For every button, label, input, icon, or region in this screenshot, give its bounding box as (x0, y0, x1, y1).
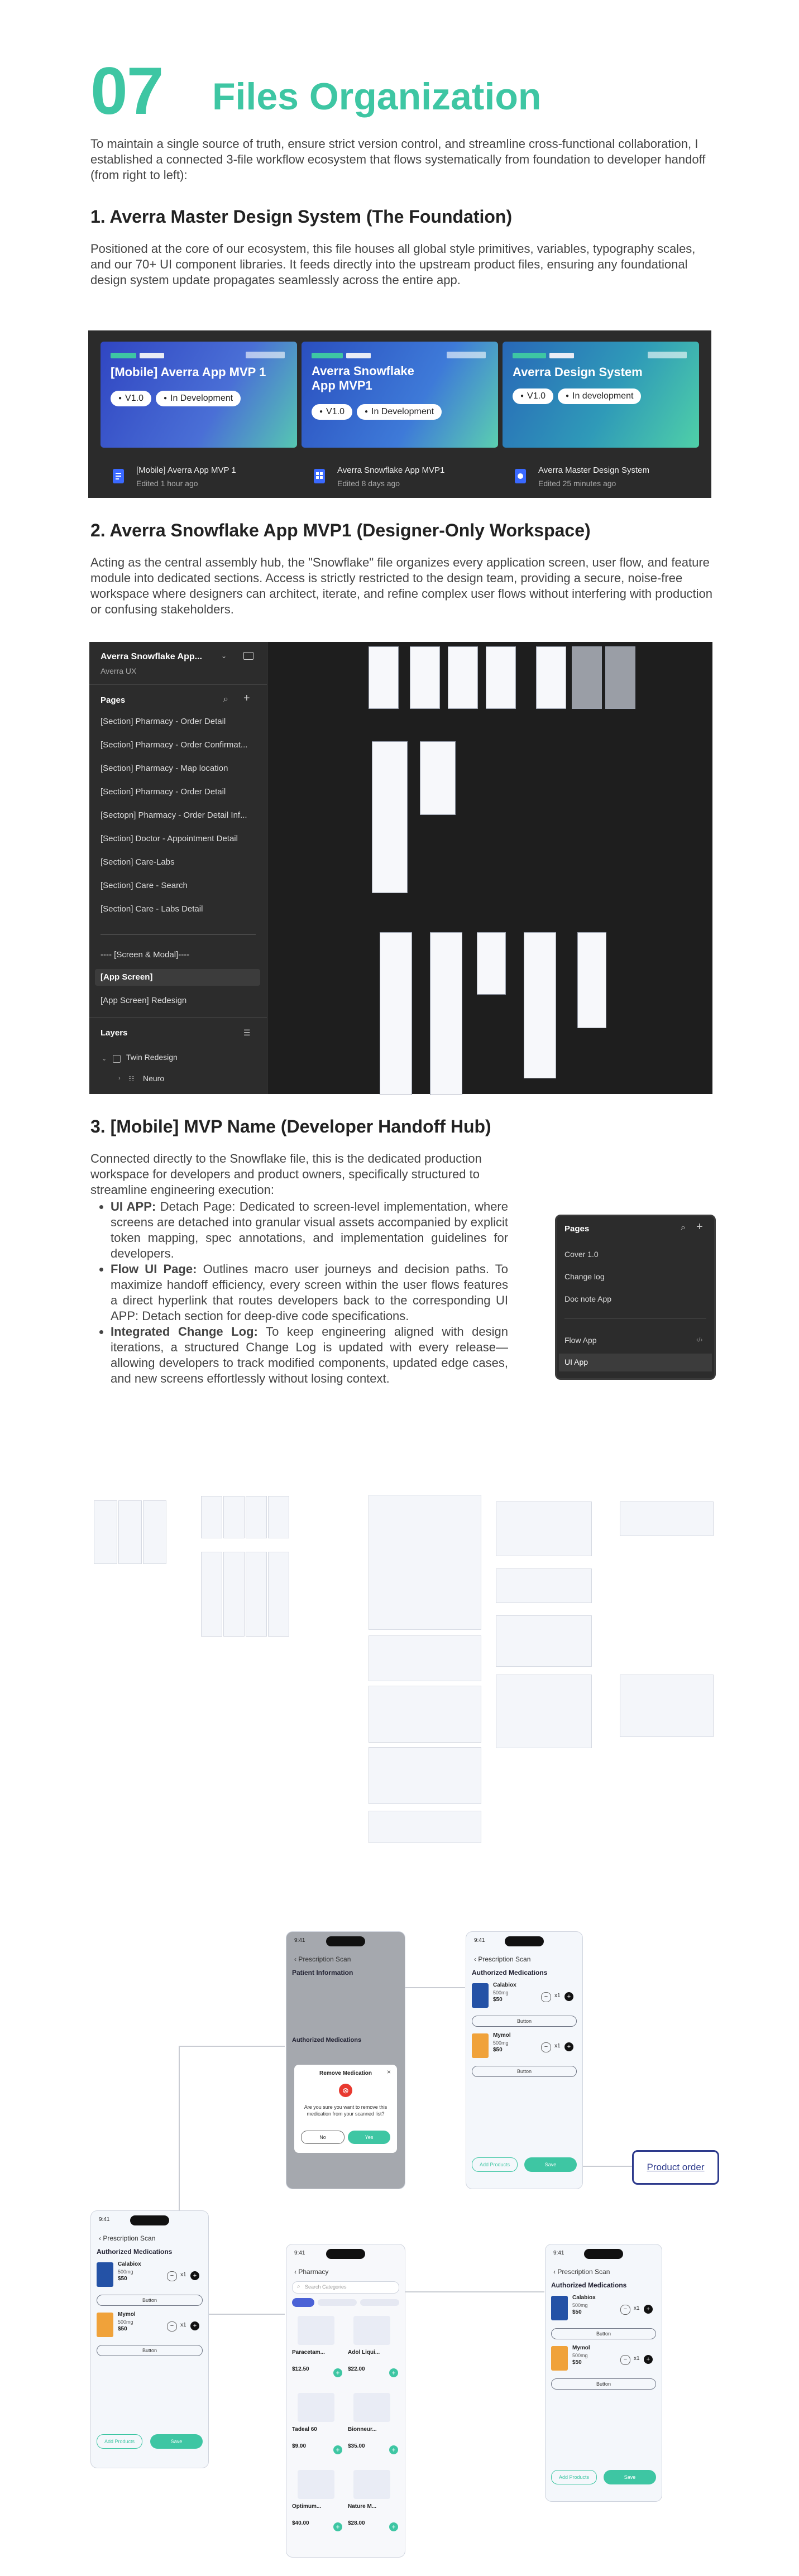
product-name: Optimum... (292, 2503, 322, 2510)
bullet-title: Flow UI Page: (111, 1262, 197, 1276)
spec-frame[interactable] (496, 1568, 592, 1603)
screen-thumbnail[interactable] (118, 1500, 142, 1564)
file-cover-title: [Mobile] Averra App MVP 1 (111, 365, 266, 379)
screen-title: ‹ Prescription Scan (553, 2268, 610, 2276)
medication-name: Calabiox (493, 1982, 516, 1988)
section-2-body: Acting as the central assembly hub, the "Snowflake" file organizes every application screen, user flow, and feature module into dedicated sections. Access is strictly restricted to the design team, providing a secure, noise-free workspace where designers can architect, iterate, and refine complex user flows without interfering with production or confusing stakeholders. (90, 555, 712, 616)
product-image (353, 2470, 390, 2499)
remove-medication-modal (294, 2065, 397, 2153)
add-to-cart-icon[interactable]: + (333, 2445, 342, 2454)
page-item-selected[interactable]: [App Screen] (101, 972, 153, 982)
medication-price: $50 (118, 2326, 127, 2332)
screen-thumbnail[interactable] (577, 932, 606, 1028)
figma-file-icon (313, 468, 326, 485)
bullet-title: UI APP: (111, 1200, 156, 1213)
medication-image (551, 2296, 568, 2320)
panel-toggle-icon[interactable] (243, 652, 253, 660)
phone-remove-medication-modal (286, 1931, 405, 2189)
product-name: Paracetam... (292, 2349, 325, 2356)
back-arrow-icon[interactable]: ‹ (99, 2234, 103, 2242)
quantity-stepper[interactable]: − x1 + (541, 2041, 575, 2052)
layer-item[interactable]: Neuro (143, 1074, 165, 1083)
detach-section[interactable] (369, 1747, 481, 1804)
product-price: $9.00 (292, 2443, 307, 2449)
product-card[interactable] (348, 2391, 399, 2461)
screen-title: ‹ Prescription Scan (474, 1955, 531, 1963)
screen-thumbnail[interactable] (369, 646, 399, 709)
quantity-stepper[interactable]: − x1 + (167, 2270, 200, 2281)
section-title: Authorized Medications (472, 1969, 548, 1977)
file-name: [Mobile] Averra App MVP 1 (136, 466, 236, 475)
detach-section[interactable] (369, 1811, 481, 1843)
add-to-cart-icon[interactable]: + (389, 2445, 398, 2454)
product-image (353, 2393, 390, 2422)
back-arrow-icon[interactable]: ‹ (294, 1955, 299, 1963)
file-cover (302, 342, 498, 448)
screen-thumbnail[interactable] (268, 1552, 289, 1637)
file-name-label[interactable]: Averra Snowflake App... (101, 652, 202, 661)
status-time: 9:41 (99, 2217, 110, 2223)
page-item[interactable]: [Section] Pharmacy - Map location (101, 764, 228, 773)
screen-thumbnail[interactable] (448, 646, 478, 709)
search-icon: ⌕ (297, 2284, 300, 2290)
modal-no-button[interactable]: No (301, 2131, 345, 2144)
section-title: Authorized Medications (292, 2037, 362, 2043)
medication-item (97, 2310, 203, 2343)
filter-chip-active[interactable] (292, 2298, 314, 2307)
page-item-separator[interactable]: ---- [Screen & Modal]---- (101, 950, 190, 960)
pages-panel (555, 1215, 716, 1380)
product-name: Tadeal 60 (292, 2426, 317, 2433)
layer-item[interactable]: Twin Redesign (126, 1053, 178, 1062)
version-badge: ● V1.0 (111, 391, 151, 406)
quantity-stepper[interactable]: − x1 + (541, 1991, 575, 2002)
product-name: Bionneur... (348, 2426, 377, 2433)
detach-section[interactable] (369, 1686, 481, 1743)
screen-thumbnail[interactable] (223, 1552, 245, 1637)
phone-authorized-medications (466, 1931, 583, 2189)
screen-thumbnail[interactable] (372, 741, 408, 893)
screen-thumbnail[interactable] (430, 932, 462, 1095)
figma-sidebar (89, 642, 267, 1094)
auto-layout-icon: ☷ (128, 1075, 135, 1083)
medication-price: $50 (493, 1997, 503, 2003)
product-image (298, 2393, 334, 2422)
section-number: 07 (90, 54, 163, 128)
status-badge: ● In development (558, 388, 641, 404)
back-arrow-icon[interactable]: ‹ (474, 1955, 479, 1963)
search-placeholder: Search Categories (305, 2284, 347, 2290)
chevron-down-icon[interactable]: ⌄ (221, 652, 227, 660)
add-to-cart-icon[interactable]: + (389, 2522, 398, 2531)
back-arrow-icon[interactable]: ‹ (294, 2268, 299, 2276)
status-time: 9:41 (294, 1937, 305, 1944)
product-price: $28.00 (348, 2520, 365, 2526)
screen-thumbnail[interactable] (605, 646, 635, 709)
screen-thumbnail[interactable] (94, 1500, 117, 1564)
medication-name: Mymol (572, 2345, 590, 2351)
status-badge: ● In Development (156, 391, 241, 406)
section-3-body: Connected directly to the Snowflake file, this is the dedicated production workspace for developers and product owners, specifically structured to streamline engineering execution: (90, 1152, 482, 1197)
medication-button[interactable]: Button (97, 2295, 203, 2306)
status-badge: ● In Development (357, 404, 442, 420)
spec-frame[interactable] (620, 1502, 714, 1536)
file-card-design-system[interactable] (503, 342, 699, 497)
file-cards-panel (88, 330, 711, 498)
page-item[interactable]: [Section] Pharmacy - Order Detail (101, 787, 226, 797)
section-1-body: Positioned at the core of our ecosystem, this file houses all global style primitives, variables, typography scales, and our 70+ UI component libraries. It feeds directly into the upstream product files, ensuring any foundational design system update propagates seamlessly across the entire app. (90, 242, 696, 287)
medication-image (97, 2313, 113, 2337)
medication-dose: 500mg (493, 2040, 509, 2046)
add-to-cart-icon[interactable]: + (333, 2522, 342, 2531)
frame-icon (113, 1055, 121, 1063)
intro-paragraph: To maintain a single source of truth, ensure strict version control, and streamline cross-functional collaboration, I established a connected 3-file workflow ecosystem that flows systematically from foundation to developer handoff (from right to left): (90, 137, 706, 182)
product-card[interactable] (292, 2468, 343, 2538)
page-item[interactable]: [Section] Care - Labs Detail (101, 904, 203, 914)
patient-section-title: Patient Information (292, 1969, 353, 1977)
file-cover-title: Averra Design System (513, 365, 643, 379)
medication-dose: 500mg (118, 2319, 133, 2325)
medication-name: Calabiox (118, 2261, 141, 2267)
flow-connector (582, 2166, 632, 2167)
layers-list-icon[interactable]: ☰ (243, 1028, 251, 1037)
layers-label: Layers (101, 1028, 128, 1038)
quantity-stepper[interactable]: − x1 + (167, 2320, 200, 2332)
add-to-cart-icon[interactable]: + (389, 2368, 398, 2377)
screen-title: ‹ Pharmacy (294, 2268, 329, 2276)
file-cover (101, 342, 297, 448)
bullet-text: Detach Page: Dedicated to screen-level implementation, where screens are detached into granular visual assets accompanied by explicit token mapping, spec annotations, and implementation guidelines for developers. (111, 1200, 508, 1260)
add-page-icon[interactable]: + (243, 692, 250, 704)
screen-thumbnail[interactable] (223, 1496, 245, 1538)
file-edited-time: Edited 25 minutes ago (538, 479, 616, 488)
page-item[interactable]: Flow App (564, 1336, 597, 1345)
page-item[interactable]: Doc note App (564, 1294, 612, 1303)
medication-name: Calabiox (572, 2295, 596, 2301)
add-products-button[interactable]: Add Products (97, 2434, 142, 2449)
page-item[interactable]: [Section] Care-Labs (101, 857, 175, 867)
save-button[interactable]: Save (524, 2157, 577, 2172)
medication-name: Mymol (493, 2032, 511, 2038)
figma-file-icon (112, 468, 125, 485)
product-card[interactable] (292, 2391, 343, 2461)
product-name: Nature M... (348, 2503, 377, 2510)
medication-price: $50 (572, 2309, 582, 2315)
file-edited-time: Edited 1 hour ago (136, 479, 198, 488)
medication-dose: 500mg (493, 1990, 509, 1995)
medication-dose: 500mg (572, 2302, 588, 2308)
handoff-bullets (90, 1199, 508, 1387)
bullet-text: To keep engineering aligned with design iterations, a structured Change Log is updated with every release—allowing developers to track modified components, updated edge cases, and new screens effortlessly without losing context. (111, 1325, 508, 1385)
product-order-link[interactable]: Product order (632, 2150, 719, 2185)
page-item[interactable]: [Section] Care - Search (101, 881, 188, 890)
medication-button[interactable]: Button (551, 2378, 656, 2390)
screen-thumbnail[interactable] (572, 646, 602, 709)
page-item[interactable]: [Sectopn] Pharmacy - Order Detail Inf... (101, 810, 247, 820)
product-price: $35.00 (348, 2443, 365, 2449)
flow-connector (208, 2314, 285, 2315)
pages-label: Pages (101, 695, 126, 705)
product-card[interactable] (348, 2314, 399, 2384)
flow-connector (179, 2046, 285, 2047)
modal-yes-button[interactable]: Yes (348, 2131, 390, 2144)
back-arrow-icon[interactable]: ‹ (553, 2268, 558, 2276)
spec-frame[interactable] (496, 1675, 592, 1748)
medication-item (97, 2260, 203, 2292)
add-products-button[interactable]: Add Products (551, 2470, 597, 2484)
pages-panel-title: Pages (564, 1224, 590, 1234)
team-name: Averra UX (101, 666, 137, 675)
screen-thumbnail[interactable] (201, 1496, 222, 1538)
medication-item (551, 2294, 656, 2326)
screen-thumbnail[interactable] (201, 1552, 222, 1637)
medication-price: $50 (493, 2047, 503, 2053)
medication-price: $50 (118, 2276, 127, 2282)
screen-thumbnail[interactable] (524, 932, 556, 1078)
page-item[interactable]: [App Screen] Redesign (101, 996, 187, 1005)
section-title: Authorized Medications (551, 2281, 627, 2289)
file-cover-title: Averra Snowflake App MVP1 (312, 364, 414, 392)
close-icon[interactable]: × (387, 2068, 391, 2076)
page-item[interactable]: [Section] Pharmacy - Order Confirmat... (101, 740, 248, 750)
chevron-right-icon[interactable]: › (118, 1075, 121, 1082)
medication-button[interactable]: Button (472, 2066, 577, 2077)
page-item[interactable]: [Section] Pharmacy - Order Detail (101, 717, 226, 726)
screen-thumbnail[interactable] (246, 1552, 267, 1637)
modal-title: Remove Medication (319, 2070, 372, 2076)
file-cover (503, 342, 699, 448)
medication-item (472, 1981, 577, 2013)
product-card[interactable] (292, 2314, 343, 2384)
spec-frame[interactable] (496, 1615, 592, 1667)
product-image (298, 2316, 334, 2345)
section-1-heading: 1. Averra Master Design System (The Foundation) (90, 207, 513, 227)
save-button[interactable]: Save (150, 2434, 203, 2449)
version-badge: ● V1.0 (312, 404, 352, 420)
page-item[interactable]: Cover 1.0 (564, 1250, 599, 1259)
screen-thumbnail[interactable] (486, 646, 516, 709)
search-icon[interactable]: ⌕ (223, 694, 228, 704)
phone-pharmacy (286, 2244, 405, 2558)
figma-file-icon (514, 468, 527, 485)
search-icon[interactable]: ⌕ (681, 1223, 686, 1232)
product-name: Adol Liqui... (348, 2349, 380, 2356)
screen-thumbnail[interactable] (268, 1496, 289, 1538)
product-price: $40.00 (292, 2520, 309, 2526)
medication-item (551, 2344, 656, 2376)
flow-connector (405, 1987, 465, 1988)
add-page-icon[interactable]: + (696, 1221, 703, 1233)
product-image (353, 2316, 390, 2345)
detach-section[interactable] (369, 1495, 481, 1630)
page-item-selected[interactable]: UI App (564, 1357, 589, 1366)
bullet-item (111, 1261, 508, 1324)
quantity-stepper[interactable]: − x1 + (620, 2304, 654, 2315)
chevron-down-icon[interactable]: ⌄ (102, 1056, 107, 1062)
product-image (298, 2470, 334, 2499)
page-title: Files Organization (212, 75, 542, 118)
product-card[interactable] (348, 2468, 399, 2538)
file-name: Averra Snowflake App MVP1 (337, 466, 445, 475)
medication-price: $50 (572, 2359, 582, 2366)
file-card-snowflake[interactable] (302, 342, 498, 497)
medication-item (472, 2031, 577, 2064)
screen-thumbnail[interactable] (410, 646, 440, 709)
bullet-item (111, 1199, 508, 1261)
add-to-cart-icon[interactable]: + (333, 2368, 342, 2377)
bullet-item (111, 1324, 508, 1387)
file-name: Averra Master Design System (538, 466, 649, 475)
filter-chip[interactable] (360, 2299, 399, 2306)
screen-title: ‹ Prescription Scan (99, 2234, 156, 2242)
warning-icon: ⊗ (339, 2084, 352, 2097)
section-2-heading: 2. Averra Snowflake App MVP1 (Designer-Only Workspace) (90, 520, 591, 540)
spec-frame[interactable] (620, 1675, 714, 1737)
status-time: 9:41 (474, 1937, 485, 1944)
medication-name: Mymol (118, 2311, 136, 2318)
modal-text: Are you sure you want to remove this medication from your scanned list? (304, 2104, 387, 2117)
medication-image (472, 1983, 489, 2008)
medication-button[interactable]: Button (472, 2016, 577, 2027)
bullet-text: Outlines macro user journeys and decision paths. To maximize handoff efficiency, every screen within the user flows features a direct hyperlink that routes developers back to the corresponding UI APP: Detach section for deep-dive code specifications. (111, 1262, 508, 1323)
detach-section[interactable] (369, 1635, 481, 1681)
medication-image (97, 2262, 113, 2287)
product-price: $22.00 (348, 2366, 365, 2372)
add-products-button[interactable]: Add Products (472, 2157, 518, 2172)
page-item[interactable]: Change log (564, 1272, 605, 1281)
screen-thumbnail[interactable] (536, 646, 566, 709)
file-edited-time: Edited 8 days ago (337, 479, 400, 488)
screen-thumbnail[interactable] (143, 1500, 166, 1564)
flow-connector (405, 2291, 544, 2292)
medication-button[interactable]: Button (97, 2345, 203, 2356)
figma-workspace (89, 642, 712, 1094)
phone-authorized-medications-left (90, 2210, 209, 2468)
ui-app-canvas (89, 1485, 712, 1842)
status-time: 9:41 (553, 2250, 564, 2256)
screen-title: ‹ Prescription Scan (294, 1955, 351, 1963)
version-badge: ● V1.0 (513, 388, 553, 404)
phone-authorized-medications-right (545, 2244, 662, 2502)
section-3-heading: 3. [Mobile] MVP Name (Developer Handoff Hub) (90, 1116, 491, 1136)
page-item[interactable]: [Section] Doctor - Appointment Detail (101, 834, 238, 843)
product-price: $12.50 (292, 2366, 309, 2372)
screen-thumbnail[interactable] (420, 741, 456, 815)
medication-dose: 500mg (572, 2353, 588, 2358)
save-button[interactable]: Save (604, 2470, 656, 2484)
screen-thumbnail[interactable] (246, 1496, 267, 1538)
screen-thumbnail[interactable] (477, 932, 506, 995)
file-card-mobile-mvp[interactable] (101, 342, 297, 497)
flow-connector (179, 2046, 180, 2210)
section-title: Authorized Medications (97, 2248, 173, 2256)
quantity-stepper[interactable]: − x1 + (620, 2354, 654, 2365)
status-time: 9:41 (294, 2250, 305, 2256)
medication-dose: 500mg (118, 2269, 133, 2275)
spec-frame[interactable] (496, 1502, 592, 1556)
search-input[interactable] (292, 2281, 399, 2294)
screen-thumbnail[interactable] (380, 932, 412, 1095)
medication-button[interactable]: Button (551, 2328, 656, 2339)
code-icon: ‹/› (696, 1336, 703, 1344)
medication-image (472, 2033, 489, 2058)
bullet-title: Integrated Change Log: (111, 1325, 258, 1339)
filter-chip[interactable] (318, 2299, 357, 2306)
medication-image (551, 2346, 568, 2371)
